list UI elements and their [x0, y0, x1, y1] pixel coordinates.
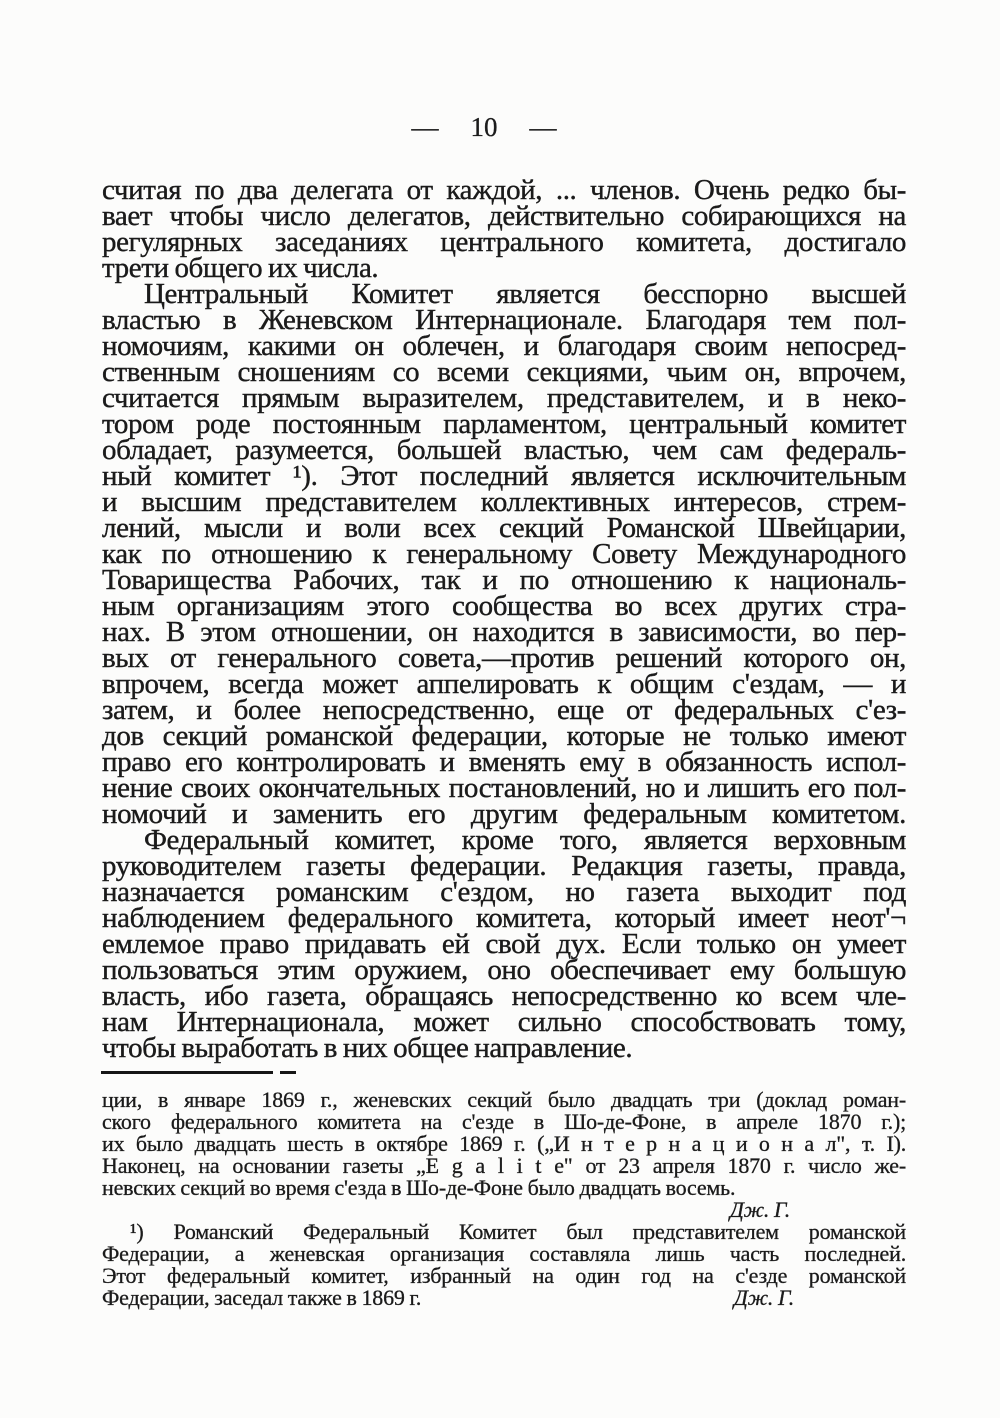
- body-line: чтобы выработать в них общее направление.: [102, 1032, 633, 1064]
- body-line: номочий и заменить его другим федеральным комитетом.: [102, 798, 906, 830]
- body-line: руководителем газеты федерации. Редакция газеты, правда,: [102, 850, 906, 882]
- footnote-signature: Дж. Г.: [733, 1285, 794, 1310]
- page-header: [0, 112, 984, 143]
- body-line: впрочем, всегда может аппелировать к общим с'ездам, — и: [102, 668, 906, 700]
- body-line: Центральный Комитет является бесспорно высшей: [144, 278, 906, 310]
- body-line: считается прямым выразителем, представителем, и в неко-: [102, 382, 906, 414]
- footnote-line: невских секций во время с'езда в Шо-де-Фоне было двадцать восемь.: [102, 1175, 736, 1200]
- body-line: право его контролировать и вменять ему в обязанность испол-: [102, 746, 906, 778]
- footnotes: [102, 1089, 906, 1309]
- body-text: [102, 174, 906, 1064]
- body-line: ный комитет ¹). Этот последний является исключительным: [102, 460, 906, 492]
- footnote-separator: [101, 1071, 311, 1074]
- footnote-line: ¹) Романский Федеральный Комитет был представителем романской: [130, 1219, 906, 1244]
- body-line: затем, и более непосредственно, еще от федеральных с'ез-: [102, 694, 906, 726]
- paragraph-1: [102, 174, 906, 284]
- body-line: обладает, разумеется, большей властью, чем сам федераль-: [102, 434, 906, 466]
- body-line: пользоваться этим оружием, оно обеспечивает ему большую: [102, 954, 906, 986]
- body-line: номочиям, какими он облечен, и благодаря своим непосред-: [102, 330, 906, 362]
- body-line: и высшим представителем коллективных интересов, стрем-: [102, 486, 906, 518]
- body-line: считая по два делегата от каждой, ... членов. Очень редко бы-: [102, 174, 906, 206]
- body-line: дов секций романской федерации, которые не только имеют: [102, 720, 906, 752]
- body-line: вых от генерального совета,—против решений которого он,: [102, 642, 906, 674]
- body-line: ным организациям этого сообщества во всех других стра-: [102, 590, 906, 622]
- body-line: вает чтобы число делегатов, действительно собирающихся на: [102, 200, 906, 232]
- body-line: Федеральный комитет, кроме того, является верховным: [144, 824, 906, 856]
- body-line: назначается романским с'ездом, но газета выходит под: [102, 876, 906, 908]
- body-line: регулярных заседаниях центрального комитета, достигало: [102, 226, 906, 258]
- footnote-signature: Дж. Г.: [729, 1197, 790, 1222]
- footnote-line: их было двадцать шесть в октябре 1869 г. („И н т е р н а ц и о н а л", т. I).: [102, 1131, 906, 1156]
- footnote-1: [102, 1221, 906, 1309]
- body-line: ственным сношениям со всеми секциями, чьим он, впрочем,: [102, 356, 906, 388]
- footnote-line: Федерации, заседал также в 1869 г.: [102, 1285, 422, 1310]
- body-line: наблюдением федерального комитета, который имеет неот'¬: [102, 902, 906, 934]
- footnote-line: ции, в январе 1869 г., женевских секций было двадцать три (доклад роман-: [102, 1087, 906, 1112]
- page-number: 10: [470, 112, 498, 142]
- body-line: лений, мысли и воли всех секций Романской Швейцарии,: [102, 512, 906, 544]
- body-line: нение своих окончательных постановлений, но и лишить его пол-: [102, 772, 906, 804]
- body-line: Товарищества Рабочих, так и по отношению к националь-: [102, 564, 906, 596]
- body-line: трети общего их числа.: [102, 252, 379, 284]
- footnote-line: Наконец, на основании газеты „E g a l i t e" от 23 апреля 1870 г. число же-: [102, 1153, 906, 1178]
- body-line: властью в Женевском Интернационале. Благодаря тем пол-: [102, 304, 906, 336]
- footnote-line: ского федерального комитета на с'езде в Шо-де-Фоне, в апреле 1870 г.);: [102, 1109, 906, 1134]
- paragraph-3: [102, 824, 906, 1064]
- header-dash-left: —: [411, 112, 439, 142]
- header-dash-right: —: [529, 112, 557, 142]
- footnote-last-line: [102, 1287, 906, 1309]
- body-line: емлемое право придавать ей свой дух. Если только он умеет: [102, 928, 906, 960]
- body-line: как по отношению к генеральному Совету Международного: [102, 538, 906, 570]
- body-line: нах. В этом отношении, он находится в зависимости, во пер-: [102, 616, 906, 648]
- body-line: власть, ибо газета, обращаясь непосредственно ко всем чле-: [102, 980, 906, 1012]
- footnote-continuation: [102, 1089, 906, 1221]
- paragraph-2: [102, 278, 906, 830]
- body-line: тором роде постоянным парламентом, центральный комитет: [102, 408, 906, 440]
- body-line: нам Интернационала, может сильно способствовать тому,: [102, 1006, 906, 1038]
- footnote-line: Федерации, а женевская организация составляла лишь часть последней.: [102, 1241, 906, 1266]
- footnote-line: Этот федеральный комитет, избранный на один год на с'езде романской: [102, 1263, 906, 1288]
